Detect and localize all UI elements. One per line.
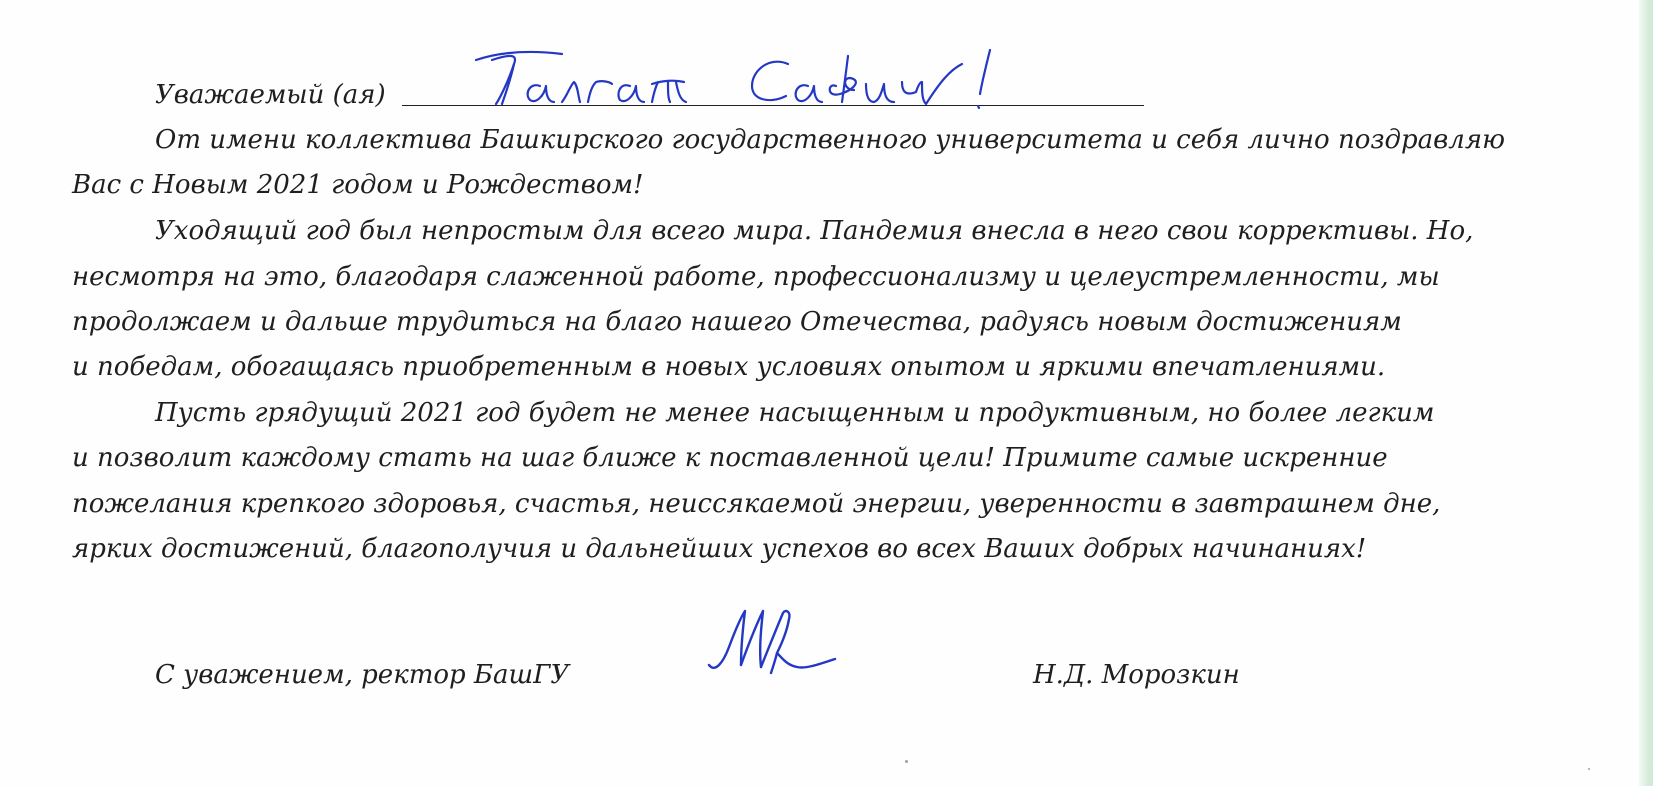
paragraph-2-line-1: Уходящий год был непростым для всего мира. Пандемия внесла в него свои коррективы. Но,	[155, 216, 1474, 246]
paragraph-3-line-1: Пусть грядущий 2021 год будет не менее насыщенным и продуктивным, но более легким	[155, 398, 1435, 428]
paragraph-2-line-4: и победам, обогащаясь приобретенным в новых условиях опытом и яркими впечатлениями.	[72, 352, 1386, 382]
paragraph-3-line-3: пожелания крепкого здоровья, счастья, неиссякаемой энергии, уверенности в завтрашнем дне,	[72, 489, 1441, 519]
paragraph-1-line-2: Вас с Новым 2021 годом и Рождеством!	[72, 170, 644, 200]
paragraph-2-line-2: несмотря на это, благодаря слаженной работе, профессионализму и целеустремленности, мы	[72, 262, 1440, 292]
closing-text: С уважением, ректор БашГУ	[155, 660, 570, 690]
paragraph-1-line-1: От имени коллектива Башкирского государственного университета и себя лично поздравляю	[155, 125, 1505, 155]
paragraph-3-line-4: ярких достижений, благополучия и дальнейших успехов во всех Ваших добрых начинаниях!	[72, 534, 1367, 564]
scan-speck	[905, 760, 908, 763]
paragraph-2-line-3: продолжаем и дальше трудиться на благо нашего Отечества, радуясь новым достижениям	[72, 307, 1402, 337]
signature	[705, 603, 845, 683]
signatory-name: Н.Д. Морозкин	[1033, 660, 1240, 690]
handwritten-name	[470, 42, 1030, 114]
page-edge-strip	[1639, 0, 1653, 786]
salutation-label: Уважаемый (ая)	[155, 80, 386, 110]
scan-speck	[1588, 768, 1590, 770]
paragraph-3-line-2: и позволит каждому стать на шаг ближе к поставленной цели! Примите самые искренние	[72, 443, 1388, 473]
